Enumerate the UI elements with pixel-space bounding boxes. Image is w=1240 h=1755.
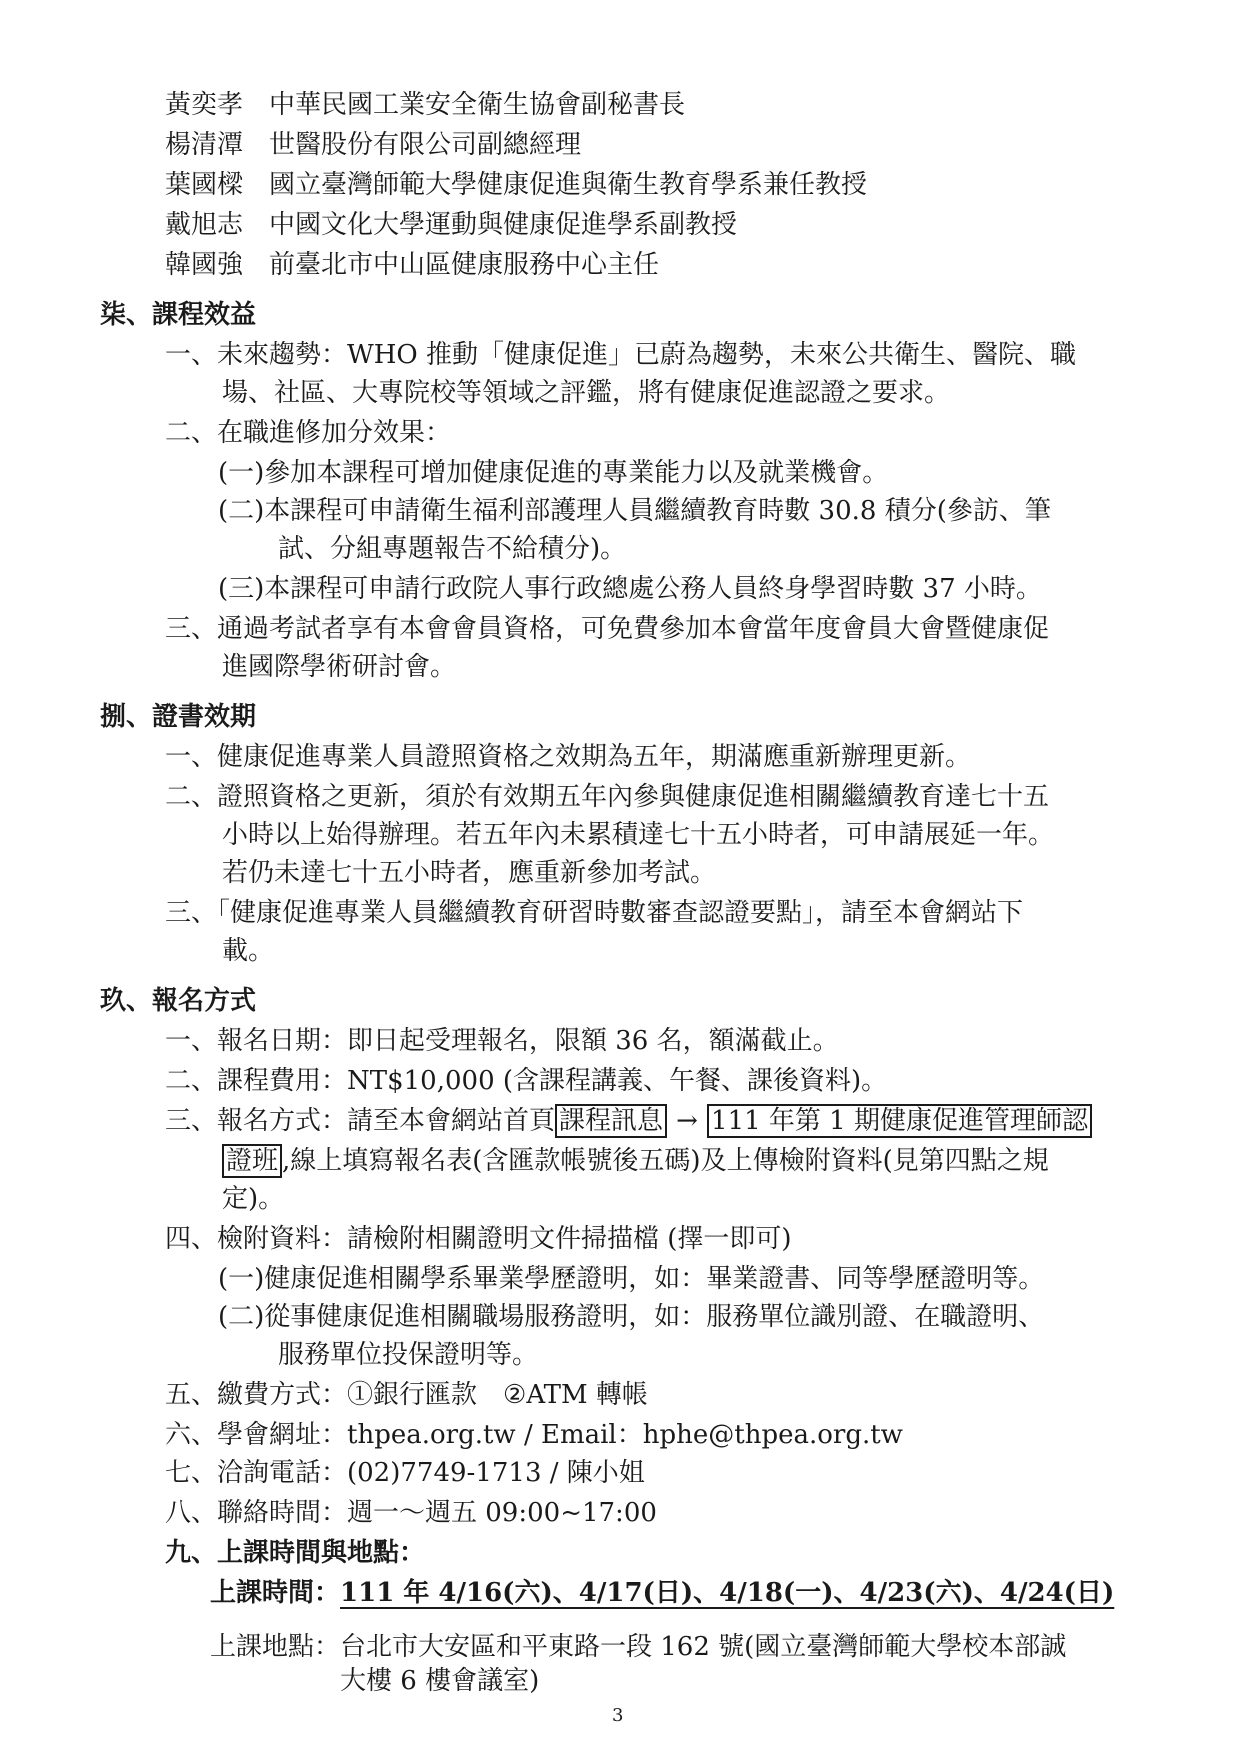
member-name: 楊清潭: [165, 130, 244, 160]
sub-item: (二)本課程可申請衛生福利部護理人員繼續教育時數 30.8 積分(參訪、筆: [218, 496, 1051, 526]
list-item: 四、檢附資料：請檢附相關證明文件掃描檔 (擇一即可): [165, 1224, 792, 1254]
register-method-text: ,線上填寫報名表(含匯款帳號後五碼)及上傳檢附資料(見第四點之規: [282, 1146, 1049, 1176]
member-name: 韓國強: [165, 250, 244, 280]
sub-item: (二)從事健康促進相關職場服務證明，如：服務單位識別證、在職證明、: [218, 1302, 1045, 1332]
committee-row: [165, 86, 685, 124]
member-title: 前臺北市中山區健康服務中心主任: [269, 250, 660, 280]
committee-row: [165, 166, 867, 204]
arrow-right-icon: →: [676, 1106, 698, 1136]
list-item: 二、課程費用：NT$10,000 (含課程講義、午餐、課後資料)。: [165, 1066, 888, 1096]
list-item-register-method: [165, 1102, 1092, 1140]
sub-item: (一)健康促進相關學系畢業學歷證明，如：畢業證書、同等學歷證明等。: [218, 1264, 1045, 1294]
list-item-continuation: 小時以上始得辦理。若五年內未累積達七十五小時者，可申請展延一年。: [222, 820, 1055, 850]
list-item-schedule-heading: 九、上課時間與地點：: [165, 1538, 426, 1568]
list-item-continuation: 載。: [222, 936, 275, 966]
list-item-continuation: 場、社區、大專院校等領域之評鑑，將有健康促進認證之要求。: [222, 378, 951, 408]
list-item: 三、通過考試者享有本會會員資格，可免費參加本會當年度會員大會暨健康促: [165, 614, 1050, 644]
list-item: 一、健康促進專業人員證照資格之效期為五年，期滿應重新辦理更新。: [165, 742, 972, 772]
register-method-text: 三、報名方式：請至本會網站首頁: [165, 1106, 556, 1136]
list-item-continuation: 定)。: [222, 1184, 285, 1214]
list-item-payment: [165, 1376, 648, 1414]
list-item: 一、未來趨勢：WHO 推動「健康促進」已蔚為趨勢，未來公共衛生、醫院、職: [165, 340, 1076, 370]
member-title: 中華民國工業安全衛生協會副秘書長: [269, 90, 686, 120]
list-item-website: 六、學會網址：thpea.org.tw / Email：hphe@thpea.org.tw: [165, 1420, 903, 1450]
list-item-continuation: 進國際學術研討會。: [222, 652, 457, 682]
course-class-link-continued[interactable]: 證班: [222, 1144, 282, 1178]
payment-option: 五、繳費方式：①銀行匯款: [165, 1380, 478, 1410]
list-item-continuation: [222, 1142, 1049, 1180]
page-number: 3: [612, 1705, 624, 1726]
list-item: 二、證照資格之更新，須於有效期五年內參與健康促進相關繼續教育達七十五: [165, 782, 1050, 812]
list-item-phone: 七、洽詢電話：(02)7749-1713 / 陳小姐: [165, 1458, 645, 1488]
payment-option: ②ATM 轉帳: [503, 1380, 648, 1410]
class-time: [210, 1574, 1114, 1612]
class-place-continuation: 大樓 6 樓會議室): [340, 1666, 540, 1696]
section-heading-certificate: 捌、證書效期: [100, 702, 257, 732]
committee-row: [165, 246, 659, 284]
list-item-continuation: 若仍未達七十五小時者，應重新參加考試。: [222, 858, 717, 888]
section-heading-registration: 玖、報名方式: [100, 986, 257, 1016]
class-place: 上課地點：台北市大安區和平東路一段 162 號(國立臺灣師範大學校本部誠: [210, 1632, 1067, 1662]
committee-row: [165, 126, 581, 164]
course-class-link[interactable]: 111 年第 1 期健康促進管理師認: [707, 1104, 1092, 1138]
list-item: 二、在職進修加分效果：: [165, 418, 452, 448]
member-name: 葉國樑: [165, 170, 244, 200]
list-item-hours: 八、聯絡時間：週一～週五 09:00~17:00: [165, 1498, 657, 1528]
list-item: 一、報名日期：即日起受理報名，限額 36 名，額滿截止。: [165, 1026, 839, 1056]
course-info-link[interactable]: 課程訊息: [555, 1104, 667, 1138]
sub-item-continuation: 服務單位投保證明等。: [278, 1340, 539, 1370]
sub-item-continuation: 試、分組專題報告不給積分)。: [278, 534, 627, 564]
member-name: 戴旭志: [165, 210, 244, 240]
list-item: 三、「健康促進專業人員繼續教育研習時數審查認證要點」，請至本會網站下: [165, 898, 1024, 928]
class-time-label: 上課時間：: [210, 1578, 341, 1608]
member-title: 中國文化大學運動與健康促進學系副教授: [269, 210, 738, 240]
class-time-value: 111 年 4/16(六)、4/17(日)、4/18(一)、4/23(六)、4/24(日): [340, 1578, 1115, 1608]
sub-item: (一)參加本課程可增加健康促進的專業能力以及就業機會。: [218, 458, 889, 488]
member-name: 黃奕孝: [165, 90, 244, 120]
member-title: 國立臺灣師範大學健康促進與衛生教育學系兼任教授: [269, 170, 868, 200]
member-title: 世醫股份有限公司副總經理: [269, 130, 582, 160]
section-heading-benefits: 柒、課程效益: [100, 300, 257, 330]
committee-row: [165, 206, 737, 244]
sub-item: (三)本課程可申請行政院人事行政總處公務人員終身學習時數 37 小時。: [218, 574, 1042, 604]
